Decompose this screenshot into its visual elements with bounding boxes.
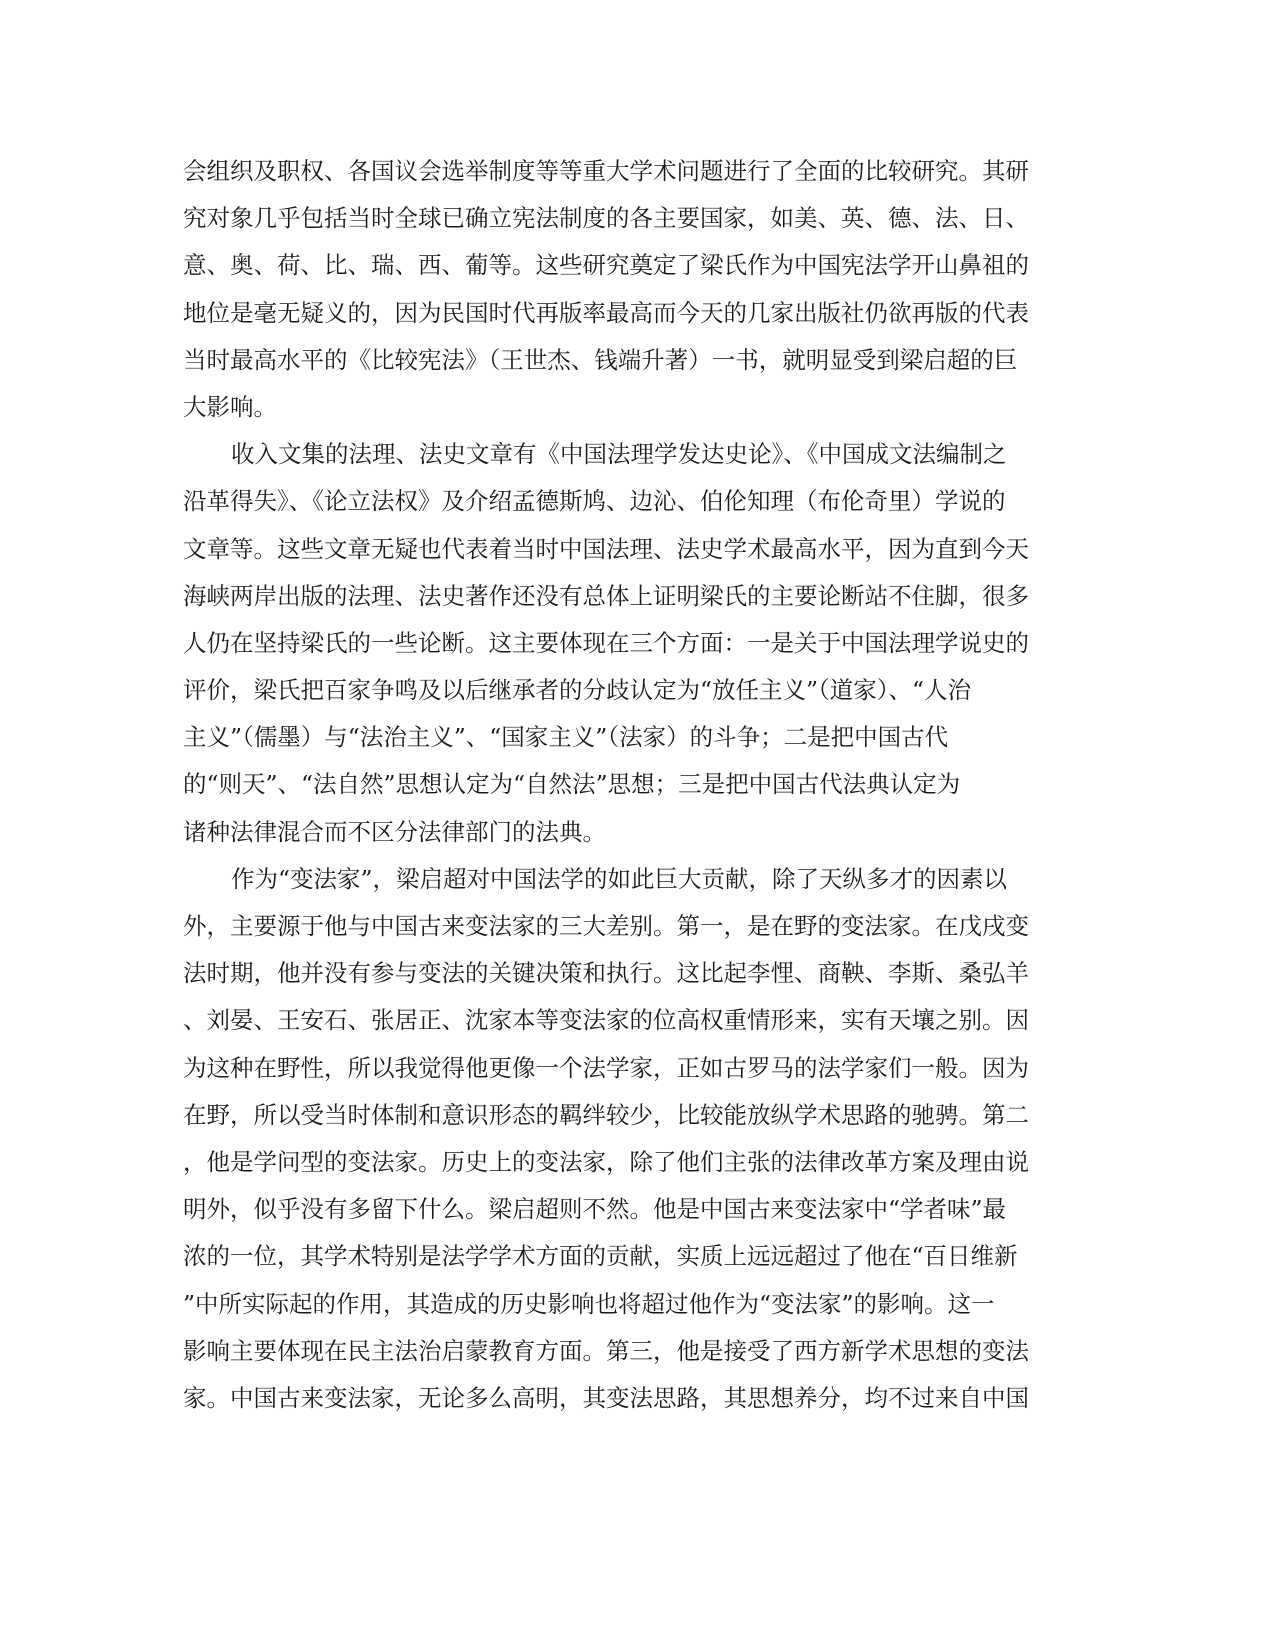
text-line: 沿革得失》、《论立法权》及介绍孟德斯鸠、边沁、伯伦知理（布伦奇里）学说的 bbox=[183, 487, 1006, 516]
text-line: 收入文集的法理、法史文章有《中国法理学发达史论》、《中国成文法编制之 bbox=[231, 440, 1007, 469]
text-line: 大影响。 bbox=[183, 392, 277, 421]
paragraph-3 bbox=[183, 856, 1091, 1422]
text-line: 诸种法律混合而不区分法律部门的法典。 bbox=[183, 817, 606, 846]
text-line: 究对象几乎包括当时全球已确立宪法制度的各主要国家，如美、英、德、法、日、 bbox=[183, 204, 1029, 233]
text-line: 文章等。这些文章无疑也代表着当时中国法理、法史学术最高水平，因为直到今天 bbox=[183, 534, 1029, 563]
text-line: 的“则天”、“法自然”思想认定为“自然法”思想；三是把中国古代法典认定为 bbox=[183, 770, 961, 799]
text-line: 主义”（儒墨）与“法治主义”、“国家主义”（法家）的斗争；二是把中国古代 bbox=[183, 723, 949, 752]
text-line: 在野，所以受当时体制和意识形态的羁绊较少，比较能放纵学术思路的驰骋。第二 bbox=[183, 1100, 1029, 1129]
text-line: 家。中国古来变法家，无论多么高明，其变法思路，其思想养分，均不过来自中国 bbox=[183, 1383, 1029, 1412]
paragraph-1 bbox=[183, 148, 1091, 431]
text-line: 外，主要源于他与中国古来变法家的三大差别。第一，是在野的变法家。在戊戌变 bbox=[183, 912, 1029, 940]
text-line: 会组织及职权、各国议会选举制度等等重大学术问题进行了全面的比较研究。其研 bbox=[183, 157, 1029, 185]
text-line: 明外，似乎没有多留下什么。梁启超则不然。他是中国古来变法家中“学者味”最 bbox=[183, 1195, 1007, 1224]
text-line: 当时最高水平的《比较宪法》（王世杰、钱端升著）一书，就明显受到梁启超的巨 bbox=[183, 345, 1018, 374]
body-text bbox=[183, 148, 1091, 1422]
text-line: 意、奥、荷、比、瑞、西、葡等。这些研究奠定了梁氏作为中国宪法学开山鼻祖的 bbox=[183, 251, 1029, 280]
text-line: 、刘晏、王安石、张居正、沈家本等变法家的位高权重情形来，实有天壤之别。因 bbox=[183, 1006, 1029, 1035]
text-line: 为这种在野性，所以我觉得他更像一个法学家，正如古罗马的法学家们一般。因为 bbox=[183, 1053, 1029, 1082]
text-line: 地位是毫无疑义的，因为民国时代再版率最高而今天的几家出版社仍欲再版的代表 bbox=[183, 298, 1029, 327]
text-line: 影响主要体现在民主法治启蒙教育方面。第三，他是接受了西方新学术思想的变法 bbox=[183, 1336, 1029, 1365]
text-line: 法时期，他并没有参与变法的关键决策和执行。这比起李悝、商鞅、李斯、桑弘羊 bbox=[183, 959, 1029, 988]
text-line: 评价，梁氏把百家争鸣及以后继承者的分歧认定为“放任主义”（道家）、“人治 bbox=[183, 676, 972, 705]
text-line: 海峡两岸出版的法理、法史著作还没有总体上证明梁氏的主要论断站不住脚，很多 bbox=[183, 581, 1029, 610]
text-line: ，他是学问型的变法家。历史上的变法家，除了他们主张的法律改革方案及理由说 bbox=[183, 1147, 1029, 1176]
text-line: ”中所实际起的作用，其造成的历史影响也将超过他作为“变法家”的影响。这一 bbox=[183, 1289, 995, 1318]
text-line: 人仍在坚持梁氏的一些论断。这主要体现在三个方面：一是关于中国法理学说史的 bbox=[183, 628, 1029, 657]
paragraph-2 bbox=[183, 431, 1091, 856]
text-line: 浓的一位，其学术特别是法学学术方面的贡献，实质上远远超过了他在“百日维新 bbox=[183, 1242, 1018, 1271]
text-line: 作为“变法家”，梁启超对中国法学的如此巨大贡献，除了天纵多才的因素以 bbox=[231, 864, 1008, 893]
